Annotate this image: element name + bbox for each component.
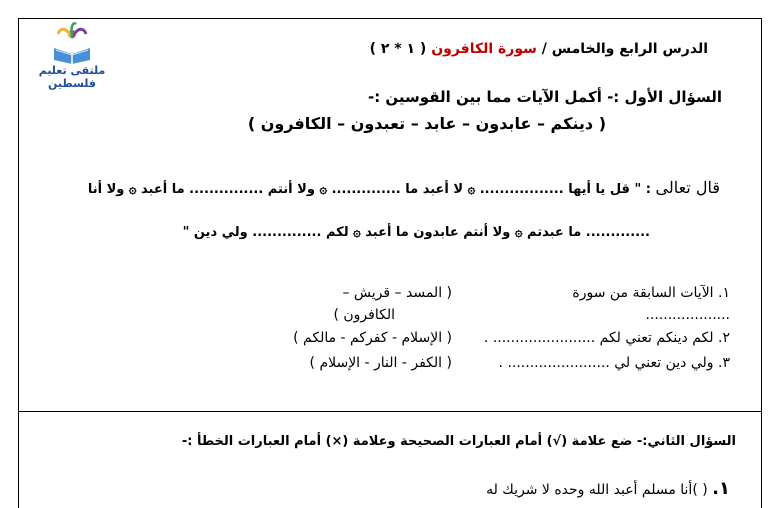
mcq-item-2-text: ٢. لكم دينكم تعني لكم ....................... . [483, 330, 730, 346]
lesson-title [370, 41, 708, 57]
statement-1-number: ١. [712, 478, 730, 499]
mcq-item-1-text: ١. الآيات السابقة من سورة [572, 285, 730, 301]
logo-text: ملتقى تعليم فلسطين [38, 64, 106, 90]
mcq-item-3-text: ٣. ولي دين تعني لي ....................... . [498, 355, 730, 371]
mcq-item-1-dots: ................... [645, 307, 730, 323]
mcq-item-2-options: ( الإسلام - كفركم - مالكم ) [293, 330, 452, 346]
question1-title: السؤال الأول :- أكمل الآيات مما بين القوسين :- [367, 88, 722, 106]
mcq-item-3-options: ( الكفر - النار - الإسلام ) [309, 355, 452, 371]
mcq-item-1-options: ( المسد – قريش – [342, 285, 452, 301]
section-divider [19, 411, 761, 412]
statement-1-text: ( )أنا مسلم أعبد الله وحده لا شريك له [486, 482, 713, 498]
verse-line-1-text: : " قل يا أيها ................. ۞ لا أعبد ما .............. ۞ ولا أنتم ............... ما أعبد ۞ ولا أنا [87, 182, 656, 197]
mcq-item-1-options-cont: الكافرون ) [333, 307, 395, 323]
question1-choices: ( دينكم – عابدون – عابد – تعبدون – الكافرون ) [247, 114, 606, 133]
open-book-icon [50, 20, 94, 64]
lesson-prefix: الدرس الرابع والخامس / [536, 41, 708, 57]
surah-name: سورة الكافرون [431, 41, 537, 57]
site-logo [22, 20, 122, 90]
mcq-item-1 [572, 285, 730, 323]
lesson-numbers: ( ١ * ٢ ) [369, 41, 432, 57]
verse-intro: قال تعالى [655, 178, 720, 197]
verse-line-2: ............. ما عبدتم ۞ ولا أنتم عابدون ما أعبد ۞ لكم .............. ولي دين " [182, 225, 650, 240]
statement-1 [486, 478, 730, 499]
verse-line-1 [88, 178, 720, 197]
question2-title: السؤال الثاني:- ضع علامة (√) أمام العبارات الصحيحة وعلامة (×) أمام العبارات الخطأ :- [181, 434, 736, 449]
